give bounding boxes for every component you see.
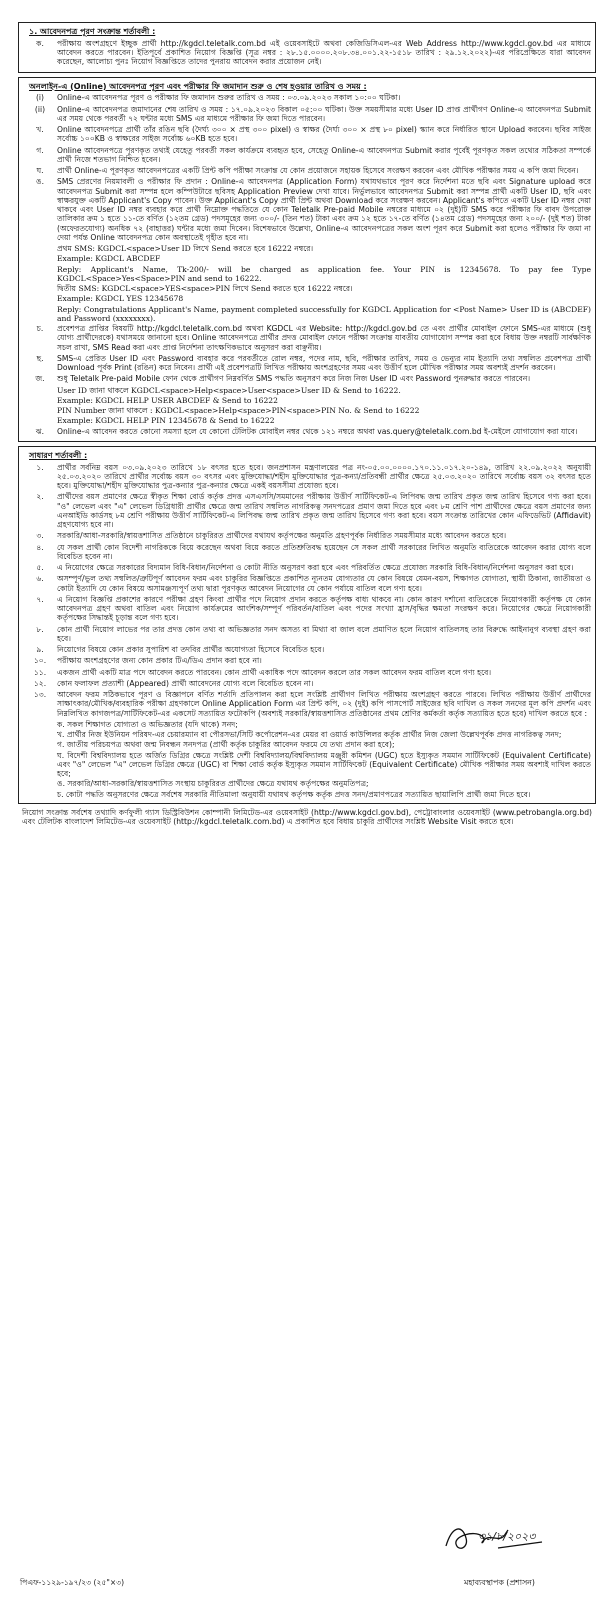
item-key: ৯. <box>36 645 44 654</box>
item-key: ঙ. <box>36 177 44 187</box>
signatory-title: মহাব্যবস্থাপক (প্রশাসন) <box>464 1578 535 1587</box>
list-item <box>23 595 591 623</box>
list-item <box>23 563 591 572</box>
item-key: গ. <box>36 145 44 155</box>
sms-line: Example: KGDCL ABCDEF <box>57 254 161 264</box>
list-item <box>23 463 591 491</box>
section-general-conditions <box>18 446 596 804</box>
list-item <box>23 93 591 102</box>
print-code: পিএফ-১১২৯-১৯৭/২৩ (২৫"×৩) <box>20 1578 125 1587</box>
item-text: সরকারি/আধা-সরকারি/স্বায়ত্তশাসিত প্রতিষ্ঠানে চাকুরিরত প্রার্থীদের যথাযথ কর্তৃপক্ষের অনুমতি গ্রহণপূর্বক নির্ধারিত সময়সীমার মধ্যে আবেদন করতে হবে। <box>57 531 507 541</box>
item-text: কোন ফলাফল প্রত্যাশী (Appeared) প্রার্থী আবেদনের যোগ্য বলে বিবেচিত হবেন না। <box>57 678 314 688</box>
list-item <box>23 492 591 529</box>
list-item <box>23 679 591 688</box>
item-text: একজন প্রার্থী একটি মাত্র পদে আবেদন করতে পারবেন। কোন প্রার্থী একাধিক পদে আবেদন করলে তার সকল আবেদন ফরম বাতিল বলে গণ্য হবে। <box>57 667 492 677</box>
item-key: ঝ. <box>35 426 45 436</box>
document-item: ঘ. বিদেশী বিশ্ববিদ্যালয় হতে অর্জিত ডিগ্রির ক্ষেত্রে সংশ্লিষ্ট দেশী বিশ্ববিদ্যালয়/বিশ্ববিদ্যালয় মঞ্জুরী কমিশন (UGC) হতে ইস্যুকৃত সমমান সার্টিফিকেট (Equivalent Certificate) এবং "ও" লেভেল "এ" লেভেল ডিগ্রির ক্ষেত্রে (UGC) বা শিক্ষা বোর্ড কর্তৃক ইস্যুকৃত সমমান সার্টিফিকেট (Equivalent Certificate) মৌখিক পরীক্ষার সময় অবশ্যই দাখিল করতে হবে; <box>57 750 591 778</box>
item-text: এ নিয়োগের ক্ষেত্রে সরকারের বিদ্যমান বিধি-বিধান/নির্দেশনা ও কোটা নীতি অনুসরণ করা হবে এবং পরিবর্তিত ক্ষেত্রে প্রযোজ্য সরকারি বিধি-বিধান/নির্দেশনা অনুসরণ করা হবে। <box>57 563 574 572</box>
item-key: ১০. <box>33 656 47 666</box>
document-item: খ. প্রার্থীর নিজ ইউনিয়ন পরিষদ-এর চেয়ারম্যান বা পৌরসভা/সিটি কর্পোরেশন-এর মেয়র বা ওয়ার্ড কাউন্সিলর কর্তৃক প্রার্থীর নিজ জেলা উল্লেখপূর্বক প্রদত্ত নাগরিকত্ব সনদ; <box>57 730 562 739</box>
sms-line: Reply: Congratulations Applicant's Name, payment completed successfully for KGDCL Application for <Post Name> User ID is (ABCDEF) and Password (xxxxxxxx). <box>57 304 591 323</box>
list-item <box>23 177 591 242</box>
item-key: (ii) <box>34 104 46 114</box>
recover-line: Example: KGDCL HELP USER ABCDEF & Send to 16222 <box>57 395 278 405</box>
list-item <box>23 146 591 165</box>
item-key: ৭. <box>36 594 44 604</box>
item-text: যে সকল প্রার্থী কোন বিদেশী নাগরিককে বিয়ে করেছেন অথবা বিয়ে করতে প্রতিশ্রুতিবদ্ধ হয়েছেন সে সকল প্রার্থী সরকারের লিখিত অনুমতি ব্যতিরেকে আবেদন করার যোগ্য বলে বিবেচিত হবেন না। <box>57 542 591 561</box>
item-text: প্রার্থী Online-এ পূরণকৃত আবেদনপত্রের একটি প্রিন্ট কপি পরীক্ষা সংক্রান্ত যে কোন প্রয়োজনে সহায়ক হিসেবে সংরক্ষণ করবেন এবং মৌখিক পরীক্ষার সময় এ কপি জমা দিবেন। <box>57 166 579 175</box>
item-key: ৪. <box>36 542 44 552</box>
item-key: জ. <box>35 374 45 384</box>
item-key: ২. <box>36 492 44 502</box>
list-item <box>23 39 591 67</box>
item-text: এ নিয়োগ বিজ্ঞপ্তি প্রকাশের কারণে পরীক্ষা গ্রহণ কিংবা প্রার্থীর পদে নিয়োগ প্রদান করতে কর্তৃপক্ষ বাধ্য থাকবে না। কোন কারণ দর্শানো ব্যতিরেকে নিয়োগকারী কর্তৃপক্ষ যে কোন আবেদনপত্র গ্রহণ অথবা বাতিল এবং নিয়োগ কার্যক্রমের আংশিক/সম্পূর্ণ পরিবর্তন/বাতিল এবং পদের সংখ্যা হ্রাস/বৃদ্ধির ক্ষমতা সংরক্ষণ করে। নিয়োগের ক্ষেত্রে নিয়োগকারী কর্তৃপক্ষের সিদ্ধান্তই চূড়ান্ত বলে গণ্য হবে। <box>57 594 591 623</box>
document-item: গ. জাতীয় পরিচয়পত্র অথবা জন্ম নিবন্ধন সনদপত্র (প্রার্থী কর্তৃক চাকুরির আবেদন ফরমে যে তথ্য প্রদান করা হবে); <box>57 740 395 750</box>
document-item: চ. কোটা পদ্ধতি অনুসরণের ক্ষেত্রে সর্বশেষ সরকারি নীতিমালা অনুযায়ী যথাযথ কর্তৃপক্ষ কর্তৃক প্রদত্ত সনদ/প্রমাণপত্রের সত্যায়িত ছায়ালিপি প্রার্থী জমা দিতে হবে। <box>57 789 531 799</box>
item-text: পরীক্ষায় অংশগ্রহণের জন্য কোন প্রকার টিএ/ডিএ প্রদান করা হবে না। <box>57 656 262 666</box>
list-item <box>23 324 591 352</box>
item-key: ক. <box>36 38 44 48</box>
item-text: Online-এ আবেদনপত্র জমাদানের শেষ তারিখ ও সময় : ১৭.০৯.২০২৩ বিকাল ০৫:০০ ঘটিকা। উক্ত সময়সীমার মধ্যে User ID প্রাপ্ত প্রার্থীগণ Online-এ আবেদনপত্র Submit এর সময় থেকে পরবর্তী ৭২ ঘন্টার মধ্যে SMS এর মাধ্যমে পরীক্ষার ফি জমা দিতে পারবেন। <box>57 104 591 123</box>
list-item <box>23 354 591 373</box>
item-key: ১২. <box>33 678 47 688</box>
item-text: Online আবেদনপত্রে প্রার্থী তাঁর রঙিন ছবি (দৈর্ঘ্য ৩০০ × প্রস্থ ৩০০ pixel) ও স্বাক্ষর (দৈর্ঘ্য ৩০০ × প্রস্থ ৮০ pixel) স্ক্যান করে নির্ধারিত স্থানে Upload করবেন। ছবির সাইজ সর্বোচ্চ ১০০KB ও স্বাক্ষরের সাইজ সর্বোচ্চ ৬০KB হতে হবে। <box>57 125 591 144</box>
list-item <box>23 625 591 644</box>
list-item <box>23 166 591 175</box>
item-key: চ. <box>36 324 44 333</box>
signature-date: ৩১/৮/২০২৩ <box>478 1530 536 1543</box>
recover-line: Example: KGDCL HELP PIN 12345678 & Send to 16222 <box>57 416 275 426</box>
list-item <box>23 125 591 144</box>
item-text: কোন প্রার্থী নিয়োগ লাভের পর তার প্রদত্ত কোন তথ্য বা অভিজ্ঞতার সনদ অসত্য বা মিথ্যা বা জাল বলে প্রমাণিত হলে নিয়োগ বাতিলসহ তার বিরুদ্ধে আইনানুগ ব্যবস্থা গ্রহণ করা হবে। <box>57 624 591 643</box>
list-item <box>23 645 591 654</box>
list-item <box>23 668 591 677</box>
item-text: নিয়োগের বিষয়ে কোন প্রকার সুপারিশ বা তদবির প্রার্থীর অযোগ্যতা হিসেবে বিবেচিত হবে। <box>57 645 325 654</box>
item-text: অসম্পূর্ণ/ভুল তথ্য সম্বলিত/ত্রুটিপূর্ণ আবেদন ফরম এবং চাকুরির বিজ্ঞপ্তিতে প্রকাশিত ন্যূনতম যোগ্যতার যে কোন বিষয়ে যেমন-বয়স, শিক্ষাগত যোগ্যতা, স্থায়ী ঠিকানা, জাতীয়তা ও কোটা ইত্যাদি যে কোন বিষয়ে অসামঞ্জস্যপূর্ণ তথ্য দ্বারা পূরণকৃত আবেদন নিয়োগের যে কোন পর্যায়ে বাতিল বলে গণ্য হবে। <box>57 574 591 593</box>
list-item <box>23 656 591 665</box>
section-application-conditions <box>18 22 596 73</box>
list-item <box>23 690 591 718</box>
item-key: ১৩. <box>33 690 47 699</box>
recover-line: PIN Number জানা থাকলে : KGDCL<space>Help<space>PIN<space>PIN No. & Send to 16222 <box>57 406 420 415</box>
item-key: ১১. <box>33 667 47 677</box>
item-text: শুধু Teletalk Pre-paid Mobile ফোন থেকে প্রার্থীগণ নিম্নবর্ণিত SMS পদ্ধতি অনুসরণ করে নিজ নিজ User ID এবং Password পুনরুদ্ধার করতে পারবেন। <box>57 374 531 384</box>
list-item <box>23 574 591 593</box>
sms-line: Example: KGDCL YES 12345678 <box>57 294 184 304</box>
document-item: ক. সকল শিক্ষাগত যোগ্যতা ও অভিজ্ঞতার (যদি থাকে) সনদ; <box>57 719 238 729</box>
item-text: প্রার্থীর সর্বনিম্ন বয়স ০৩.০৯.২০২৩ তারিখে ১৮ বৎসর হতে হবে। জনপ্রশাসন মন্ত্রণালয়ের পত্র নং-০৫.০০.০০০০.১৭০.১১.০১৭.২০-১৪৯, তারিখ ২২.০৯.২০২২ অনুযায়ী ২৫.০৩.২০২০ তারিখে প্রার্থীর সর্বোচ্চ বয়স ৩০ বৎসর এবং মুক্তিযোদ্ধা/শহীদ মুক্তিযোদ্ধার পুত্র-কন্যা/প্রতিবন্ধী প্রার্থীর ক্ষেত্রে ২৫.০৩.২০২০ তারিখে সর্বোচ্চ বয়স ৩২ বৎসর হতে হবে। মুক্তিযোদ্ধা/শহীদ মুক্তিযোদ্ধার পুত্র-কন্যার পুত্র-কন্যার ক্ষেত্রে একই বয়সসীমা প্রযোজ্য হবে। <box>57 462 591 490</box>
item-text: Online আবেদনপত্রে পূরণকৃত তথ্যই যেহেতু পরবর্তী সকল কার্যক্রমে ব্যবহৃত হবে, সেহেতু Online-এ আবেদনপত্র Submit করার পূর্বেই পূরণকৃত সকল তথ্যের সঠিকতা সম্পর্কে প্রার্থী নিজে শতভাগ নিশ্চিত হবেন। <box>57 145 591 164</box>
item-text: আবেদন ফরম সঠিকভাবে পূরণ ও বিজ্ঞাপনে বর্ণিত শর্তাদি প্রতিপালন করা হলে সংশ্লিষ্ট প্রার্থীগণ লিখিত পরীক্ষায় অংশগ্রহণ করতে পারবে। লিখিত পরীক্ষায় উত্তীর্ণ প্রার্থীদের সাক্ষাৎকার/মৌখিক/ব্যবহারিক পরীক্ষা গ্রহণকালে Online Application Form এর প্রিন্ট কপি, ০২ (দুই) কপি পাসপোর্ট সাইজের ছবি দাখিল ও সকল সনদের মূল কপি প্রদর্শন এবং নিম্নলিখিত কাগজপত্র/সার্টিফিকেট-এর একসেট সত্যায়িত ফটোকপি (অবশ্যই সরকারি/স্বায়ত্তশাসিত প্রতিষ্ঠানের প্রথম শ্রেণির কর্মকর্তা কর্তৃক সত্যায়িত হতে হবে) দাখিল করতে হবে : <box>57 690 591 718</box>
item-key: ৩. <box>36 531 44 541</box>
footer-note: নিয়োগ সংক্রান্ত সর্বশেষ তথ্যাদি কর্ণফুলী গ্যাস ডিস্ট্রিবিউশন কোম্পানী লিমিটেড-এর ওয়েবসাইট (http://www.kgdcl.gov.bd), পেট্রোবাংলার ওয়েবসাইট (www.petrobangla.org.bd) এবং টেলিটক বাংলাদেশ লিমিটেড-এর ওয়েবসাইট (http://kgdcl.teletalk.com.bd) এ প্রকাশিত হবে বিধায় চাকুরি প্রার্থীদের সংশ্লিষ্ট Website Visit করতে হবে। <box>22 807 592 826</box>
item-key: ১. <box>36 462 44 472</box>
item-text: SMS-এ প্রেরিত User ID এবং Password ব্যবহার করে পরবর্তীতে রোল নম্বর, পদের নাম, ছবি, পরীক্ষার তারিখ, সময় ও ভেন্যুর নাম ইত্যাদি তথ্য সম্বলিত প্রবেশপত্র প্রার্থী Download পূর্বক Print (রঙিন) করে নিবেন। প্রার্থী এই প্রবেশপত্রটি লিখিত পরীক্ষায় অংশগ্রহণের সময় এবং উত্তীর্ণ হলে মৌখিক পরীক্ষার সময় অবশ্যই প্রদর্শন করবেন। <box>57 353 591 372</box>
sms-line: Reply: Applicant's Name, Tk-200/- will be charged as application fee. Your PIN is 12345678. To pay fee Type KGDCL<Space>Yes<Space>PIN and send to 16222. <box>57 264 591 283</box>
item-key: ৫. <box>36 563 44 572</box>
list-item <box>23 105 591 124</box>
document-item: ঙ. সরকারি/আধা-সরকারি/স্বায়ত্তশাসিত সংস্থায় চাকুরিরত প্রার্থীদের ক্ষেত্রে যথাযথ কর্তৃপক্ষের অনুমতিপত্র; <box>57 779 369 789</box>
section-online-application <box>18 77 596 442</box>
list-item <box>23 531 591 540</box>
item-text: SMS প্রেরণের নিয়মাবলী ও পরীক্ষার ফি প্রদান : Online-এ আবেদনপত্র (Application Form) যথাযথভাবে পূরণ করে নির্দেশনা মতে ছবি এবং Signature upload করে আবেদনপত্র Submit করা সম্পন্ন হলে কম্পিউটারে ছবিসহ Application Preview দেখা যাবে। নির্ভুলভাবে আবেদনপত্র Submit করা সম্পন্ন প্রার্থী একটি User ID, ছবি এবং স্বাক্ষরযুক্ত একটি Applicant's Copy পাবেন। উক্ত Applicant's Copy প্রার্থী প্রিন্ট অথবা Download করে সংরক্ষণ করবেন। Applicant's কপিতে একটি User ID নম্বর দেয়া থাকবে এবং User ID নম্বর ব্যবহার করে প্রার্থী নিম্নোক্ত পদ্ধতিতে যে কোন Teletalk Pre-paid Mobile নম্বরের মাধ্যমে ০২ (দুই)টি SMS করে পরীক্ষার ফি বাবদ উপরোক্ত তালিকার ক্রম ১ হতে ১১-তে বর্ণিত (১২তম গ্রেড) পদসমূহের জন্য ৩০০/- (তিন শত) টাকা এবং ক্রম ১২ হতে ১৭-তে বর্ণিত (১৪তম গ্রেড) পদসমূহের জন্য ২০০/- (দুই শত) টাকা (অফেরতযোগ্য) অনধিক ৭২ (বাহাত্তর) ঘন্টার মধ্যে জমা দিবেন। বিশেষভাবে উল্লেখ্য, Online-এ আবেদনপত্রের সকল অংশ পূরণ করে Submit করা হলেও পরীক্ষার ফি জমা না দেয়া পর্যন্ত Online আবেদনপত্র কোন অবস্থাতেই গৃহীত হবে না। <box>57 177 591 242</box>
section-title: অনলাইন-এ (Online) আবেদনপত্র পূরণ এবং পরীক্ষার ফি জমাদান শুরু ও শেষ হওয়ার তারিখ ও সময় : <box>29 81 367 91</box>
item-key: ঘ. <box>36 166 44 175</box>
item-key: (i) <box>35 93 45 103</box>
item-text: Online-এ আবেদনপত্র পূরণ ও পরীক্ষার ফি জমাদান শুরুর তারিখ ও সময় : ০৩.০৯.২০২৩ সকাল ১০:০০ ঘটিকা। <box>57 93 401 103</box>
recover-line: User ID জানা থাকলে KGDCL<space>Help<space>User<space>User ID & Send to 16222. <box>57 385 401 395</box>
sms-line: দ্বিতীয় SMS: KGDCL<space>YES<space>PIN লিখে Send করতে হবে 16222 নম্বরে। <box>57 284 353 293</box>
sms-line: প্রথম SMS: KGDCL<space>User ID লিখে Send করতে হবে 16222 নম্বরে। <box>57 244 314 253</box>
section-title: সাধারণ শর্তাবলী : <box>29 450 88 460</box>
item-key: খ. <box>36 125 44 134</box>
item-key: ৬. <box>36 574 44 584</box>
list-item <box>23 374 591 383</box>
item-text: প্রার্থীদের বয়স প্রমাণের ক্ষেত্রে স্বীকৃত শিক্ষা বোর্ড কর্তৃক প্রদত্ত এসএসসি/সমমানের পরীক্ষায় উত্তীর্ণ সার্টিফিকেট-এ লিপিবদ্ধ জন্ম তারিখ প্রকৃত জন্ম তারিখ হিসেবে গণ্য করা হবে। "ও" লেভেল এবং "এ" লেভেল ডিগ্রিধারী প্রার্থীর ক্ষেত্রে জন্ম তারিখ সম্বলিত নাগরিকত্ব সনদপত্রের প্রমাণ জমা দিতে হবে এবং ৮ম শ্রেণি পাশ প্রার্থীদের ক্ষেত্রে বয়স প্রমাণের জন্য এনআইডি কার্ডসহ ৮ম শ্রেণি পরীক্ষায় উত্তীর্ণ সার্টিফিকেট-এ লিপিবদ্ধ জন্ম তারিখ প্রকৃত জন্ম তারিখ হিসেবে গণ্য করা হবে। বয়স সংক্রান্ত তারিখের কোন এফিডেভিট (Affidavit) গ্রহণযোগ্য হবে না। <box>57 492 591 529</box>
item-key: ৮. <box>36 624 44 634</box>
notice-page <box>18 22 596 828</box>
item-text: পরীক্ষায় অংশগ্রহণে ইচ্ছুক প্রার্থী http://kgdcl.teletalk.com.bd এই ওয়েবসাইটে অথবা কেজিডিসিএল-এর Web Address http://www.kgdcl.gov.bd এর মাধ্যমে আবেদন করতে পারবেন। ইতিপূর্বে প্রকাশিত নিয়োগ বিজ্ঞপ্তি (সূত্র নম্বর : ২৮.১৫.০০০০.২০৮.৩৪.০০১.২২-১৫১৮ তারিখ : ২৯.১২.২০২২)-এর পরিপ্রেক্ষিতে যারা আবেদন করেছেন, আলোচ্য পুনঃ নিয়োগ বিজ্ঞপ্তিতে তাদের পুনরায় আবেদন করার প্রয়োজন নেই। <box>57 38 591 67</box>
item-text: Online-এ আবেদন করতে কোনো সমস্যা হলে যে কোনো টেলিটক মোবাইল নম্বর থেকে ১২১ নম্বরে অথবা vas.query@teletalk.com.bd ই-মেইলে যোগাযোগ করা যাবে। <box>57 426 578 436</box>
signature <box>438 1516 548 1560</box>
list-item <box>23 543 591 562</box>
item-key: ছ. <box>36 353 44 363</box>
item-text: প্রবেশপত্র প্রাপ্তির বিষয়টি http://kgdcl.teletalk.com.bd অথবা KGDCL এর Website: http://kgdcl.gov.bd তে এবং প্রার্থীর মোবাইল ফোনে SMS-এর মাধ্যমে (শুধু যোগ্য প্রার্থীদেরকে) যথাসময়ে জানানো হবে। Online আবেদনপত্রে প্রার্থীর প্রদত্ত মোবাইল ফোনে পরীক্ষা সংক্রান্ত যাবতীয় যোগাযোগ সম্পন্ন করা হবে বিধায় উক্ত নম্বরটি সার্বক্ষণিক সচল রাখা, SMS Read করা এবং প্রাপ্ত নির্দেশনা তাৎক্ষণিকভাবে অনুসরণ করা বাঞ্ছনীয়। <box>57 324 591 352</box>
section-title: ১. আবেদনপত্র পূরণ সংক্রান্ত শর্তাবলী : <box>29 27 156 36</box>
list-item <box>23 427 591 436</box>
